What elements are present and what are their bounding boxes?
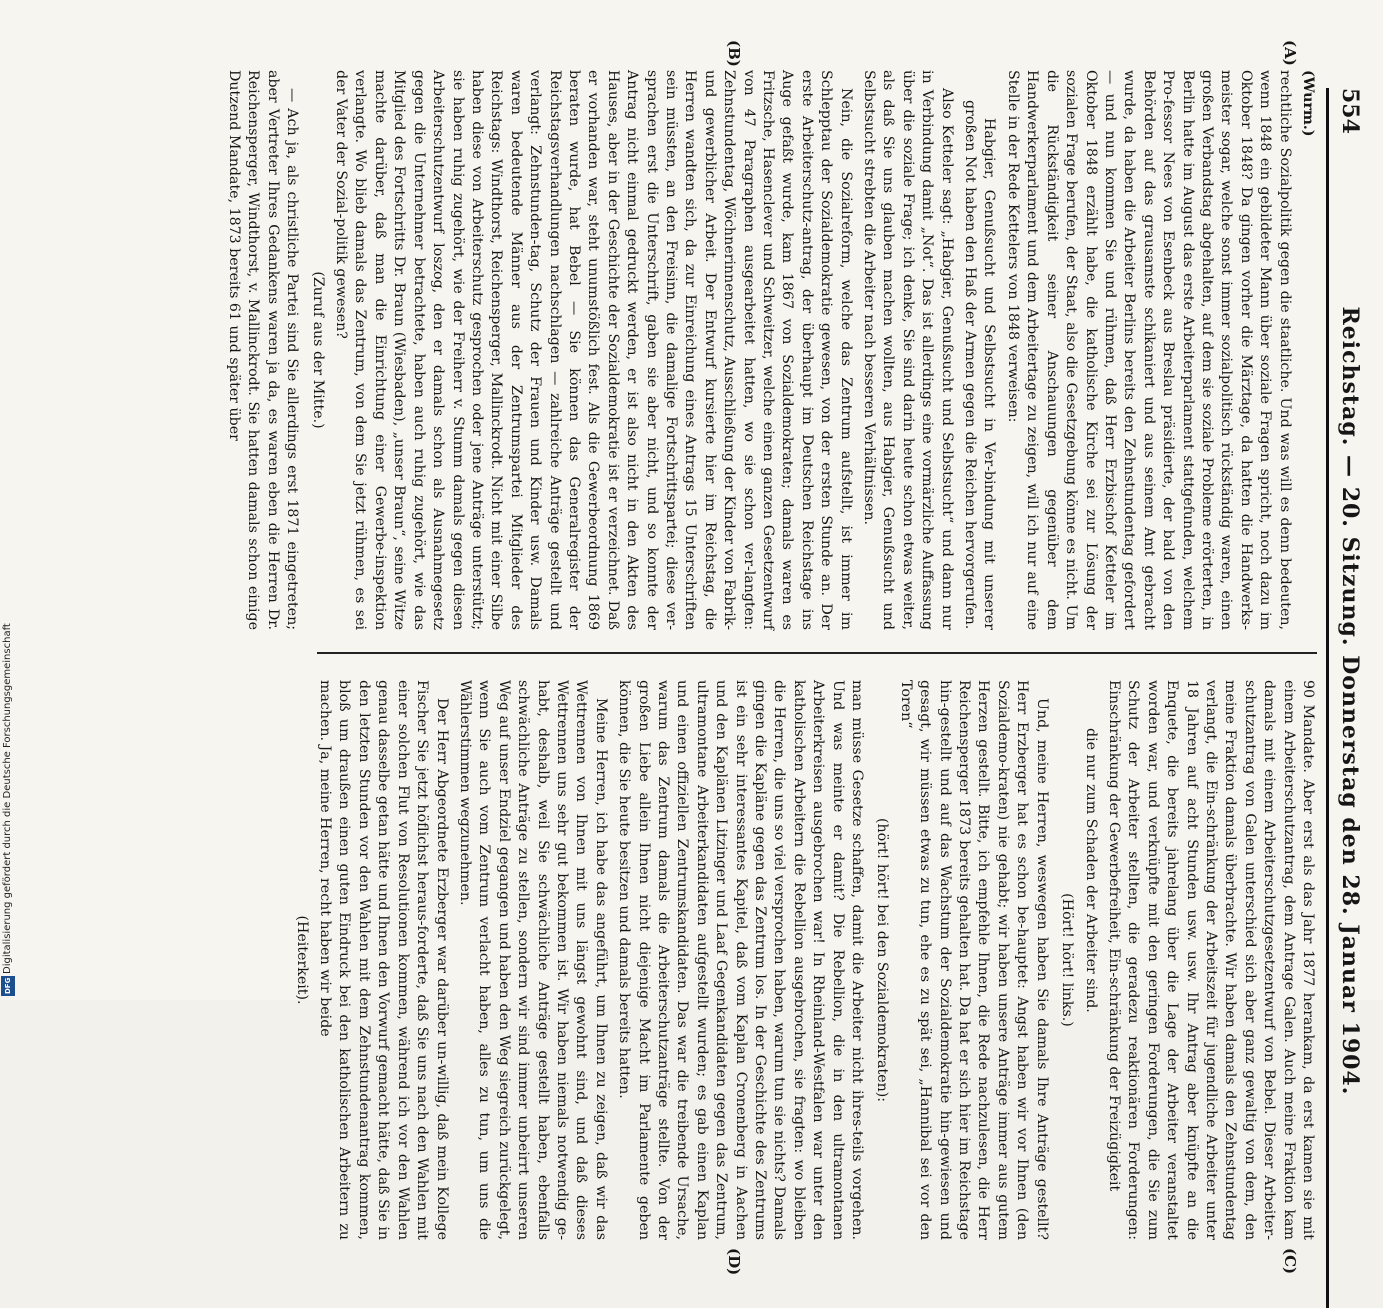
right-interjection-1: (Hört! hört! links.) — [1059, 893, 1076, 1027]
page-header — [1333, 88, 1367, 1308]
dfg-logo: DFG — [1, 976, 15, 996]
left-interjection: (Zuruf aus der Mitte.) — [309, 271, 326, 429]
right-paragraph-4: man müsse Gesetze schaffen, damit die Arbeiter nicht ihres-teils vorgehen. Und was meinte er damit? Die Rebellion, die in den ultramontanen Arbeiterkreisen ausgebrochen war! In Rheinland-Westfalen war unter den katholischen Arbeitern die Rebellion ausgebrochen, sie fragten: wo bleiben die Herren, die uns so viel versprochen haben, warum tun sie nichts? Damals gingen die Kapläne gegen das Zentrum los. In der Geschichte des Zentrums ist ein sehr interessantes Kapitel, daß vom Kaplan Cronenberg in Aachen und den Kaplänen Litzinger und Laaf Gegenkandidaten gegen das Zentrum, ultramontane Arbeiterkandidaten aufgestellt wurden; es gab einen Kaplan und einen offiziellen Zentrumskandidaten. Das war die treibende Ursache, warum das Zentrum damals die Arbeiterschutzanträge stellte. Von der großen Liebe allein Ihnen nicht diejenige Macht im Parlamente geben können, die Sie heute besitzen und damals bereits hatten. — [616, 680, 866, 1240]
right-paragraph-2: die nur zum Schaden der Arbeiter sind. — [1082, 728, 1099, 1013]
left-paragraph-4: Nein, die Sozialreform, welche das Zentrum aufstellt, ist immer im Schlepptau der Sozialdemokratie gewesen, von der ersten Stunde an. Der erste Arbeiterschutz-antrag, der überhaupt im Deutschen Reichstage ins Auge gefaßt wurde, kam 1867 von Sozialdemokraten; damals waren es Fritzsche, Hasenclever und Schweitzer, welche einen ganzen Gesetzentwurf von 47 Paragraphen ausgearbeitet hatten, wo sie schon ver-langten: Zehnstundentag, Wöchnerinnenschutz, Ausschließung der Kinder von Fabrik- und gewerblicher Arbeit. Der Entwurf kursierte hier im Reichstag, die Herren wandten sich, da zur Einreichung eines Antrags 15 Unterschriften sein müssten, an den Freisinn, die damalige Fortschrittspartei; diese ver-sprachen erst die Unterschrift, gaben sie aber nicht, und so konnte der Antrag nicht einmal gedruckt werden, er ist also nicht in den Akten des Hauses, aber in der Geschichte der Sozialdemokratie ist er verzeichnet. Daß er vorhanden war, steht unumstößlich fest. Als die Gewerbeordnung 1869 beraten wurde, hat Bebel — Sie können das Generalregister der Reichstagsverhandlungen nachschlagen — zahlreiche Anträge gestellt und verlangt: Zehnstunden-tag, Schutz der Frauen und Kinder usw. Damals waren bedeutende Männer aus der Zentrumspartei Mitglieder des Reichstags: Windthorst, Reichensperger, Mallinckrodt. Nicht mit einer Silbe haben diese von Arbeiterschutz gesprochen oder jene Anträge unterstützt; sie haben ruhig zugehört, wie der Freiherr v. Stumm damals gegen diesen Arbeiterschutzentwurf loszog, den er damals schon als Ausnahmegesetz gegen die Unternehmer betrachtete, haben auch ruhig zugehört, wie das Mitglied des Fortschritts Dr. Braun (Wiesbaden), „unser Braun“, seine Witze machte darüber, daß man die Einrichtung einer Gewerbe-inspektion verlangte. Wo blieb damals das Zentrum, von dem Sie jetzt rühmen, es sei der Vater der Sozial-politik gewesen? — [333, 70, 854, 630]
margin-marker-b: (B) — [725, 40, 743, 67]
margin-marker-c: (C) — [1281, 1248, 1299, 1275]
right-paragraph-3: Und, meine Herren, weswegen haben Sie damals Ihre Anträge gestellt? Herr Erzberger hat es schon be-hauptet: Angst haben wir vor Ihnen (den Sozialdemo-kraten) nie gehabt; wir haben unsere Anträge immer aus gutem Herzen gestellt. Bitte, ich empfehle Ihnen, die Rede nachzulesen, die Herr Reichensperger 1873 bereits gehalten hat. Da hat er sich hier im Reichstage hin-gestellt und auf das Wachstum der Sozialdemokratie hin-gewiesen und gesagt, wir müssen etwas zu tun, ehe es zu spät sei, „Hannibal sei vor den Toren“ — [897, 680, 1050, 1240]
page-number: 554 — [1337, 88, 1363, 134]
right-paragraph-6: Der Herr Abgeordnete Erzberger war darüber un-willig, daß mein Kollege Fischer Sie jetzt höflichst heraus-forderte, daß Sie uns nach den Wahlen mit einer solchen Flut von Resolutionen kommen, während ich vor den Wahlen genau dasselbe getan hätte und Ihnen den Vorwurf gemacht hätte, daß Sie in den letzten Stunden vor den Wahlen mit dem Zehnstundenantrag kommen, bloß um draußen einen guten Eindruck bei den katholischen Arbeitern zu machen. Ja, meine Herren, recht haben wir beide — [317, 680, 450, 1240]
margin-marker-a: (A) — [1281, 40, 1299, 66]
left-paragraph-3: Also Ketteler sagt: „Habgier, Genußsucht und Selbstsucht“ und dann nur in Verbindung damit „Not“. Das ist allerdings eine vormärzliche Auffassung über die soziale Frage; ich denke, Sie sind darin heute schon etwas weiter, als daß Sie uns glauben machen wollten, aus Habgier, Genußsucht und Selbstsucht strebten die Arbeiter nach besseren Verhältnissen. — [861, 70, 955, 630]
left-column — [226, 70, 1317, 630]
left-paragraph-1: rechtliche Sozialpolitik gegen die staatliche. Und was will es denn bedeuten, wenn 1848 ein gebildeter Mann über soziale Fragen spricht, noch dazu im Oktober 1848? Da gingen vorher die Märztage, da hatten die Handwerks-meister sogar, welche sonst immer sozialpolitisch rückständig waren, einen großen Verbandstag abgehalten, auf dem sie soziale Probleme erörterten, in Berlin hatte im August das erste Arbeiterparlament stattgefunden, welchem Pro-fessor Nees von Esenbeck aus Breslau präsidierte, der bald von den Behörden auf das grausamste schikaniert und aus seinem Amt gebracht wurde, da haben die Arbeiter Berlins bereits den Zehnstundentag gefordert — und nun kommen Sie und rühmen, daß Herr Erzbischof Ketteler im Oktober 1848 erzählt habe, die katholische Kirche sei zur Lösung der sozialen Frage berufen, der Staat, also die Gesetzgebung könne es nicht. Um die Rückständigkeit seiner Anschauungen gegenüber dem Handwerkerparlament und dem Arbeitertage zu zeigen, will ich nur auf eine Stelle in der Rede Kettelers von 1848 verweisen: — [1004, 70, 1293, 630]
right-interjection-2: (hört! hört! bei den Sozialdemokraten): — [874, 817, 891, 1103]
right-paragraph-1: 90 Mandate. Aber erst als das Jahr 1877 herankam, da erst kamen sie mit einem Arbeiterschutzantrag, dem Antrage Galen. Auch meine Fraktion kam damals mit einem Arbeiterschutzgesetzentwurf von Bebel. Dieser Arbeiter-schutzantrag von Galen unterschied sich aber ganz gewaltig von dem, den meine Fraktion damals überbrachte. Wir haben damals den Zehnstundentag verlangt, die Ein-schränkung der Arbeitszeit für jugendliche Arbeiter unter 18 Jahren auf acht Stunden usw. usw. Ihr Antrag aber knüpfte an die Enquete, die bereits jahrelang über die Lage der Arbeiter veranstaltet worden war, und verknüpfte mit den geringen Forderungen, die Sie zum Schutz der Arbeiter stellten, die geradezu reaktionären Forderungen: Einschränkung der Gewerbefreiheit, Ein-schränkung der Freizügigkeit — [1105, 680, 1316, 1240]
margin-marker-d: (D) — [725, 1248, 743, 1276]
right-interjection-3: (Heiterkeit). — [293, 915, 310, 1005]
speaker-tag: (Wurm.) — [1300, 70, 1316, 137]
left-closing: — Ach ja, als christliche Partei sind Sie allerdings erst 1871 eingetreten; aber Vertreter Ihres Gedankens waren ja da, es waren eben die Herren Dr. Reichensperger, Windthorst, v. Mallinckrodt. Sie hatten damals schon einige Dutzend Mandate, 1873 bereits 61 und später über — [226, 70, 301, 630]
right-column — [237, 680, 1317, 1240]
right-paragraph-5: Meine Herren, ich habe das angeführt, um Ihnen zu zeigen, daß wir das Wettrennen von Ihnen mit uns längst gewohnt sind, und daß dieses Wettrennen uns sehr gut bekommen ist. Wir haben niemals notwendig ge-habt, deshalb, weil Sie schwächliche Anträge gestellt haben, ebenfalls schwächliche Anträge zu stellen, sondern wir sind immer unbeirrt unseren Weg auf unser Endziel gegangen und haben den Weg siegreich zurückgelegt, wenn Sie auch vom Zentrum verlacht haben, alles zu tun, um uns die Wählerstimmen wegzunehmen. — [456, 680, 609, 1240]
header-rule — [1326, 88, 1329, 1308]
left-quote: Habgier, Genußsucht und Selbstsucht in Ver-bindung mit unserer großen Not haben den Haß der Armen gegen die Reichen hervorgerufen. — [962, 100, 998, 630]
page-title: Reichstag. — 20. Sitzung. Donnerstag den 28. Januar 1904. — [1337, 306, 1363, 1096]
digitization-credit: Digitalisierung gefördert durch die Deutsche Forschungsgemeinschaft — [2, 623, 13, 974]
column-divider — [317, 652, 1317, 654]
